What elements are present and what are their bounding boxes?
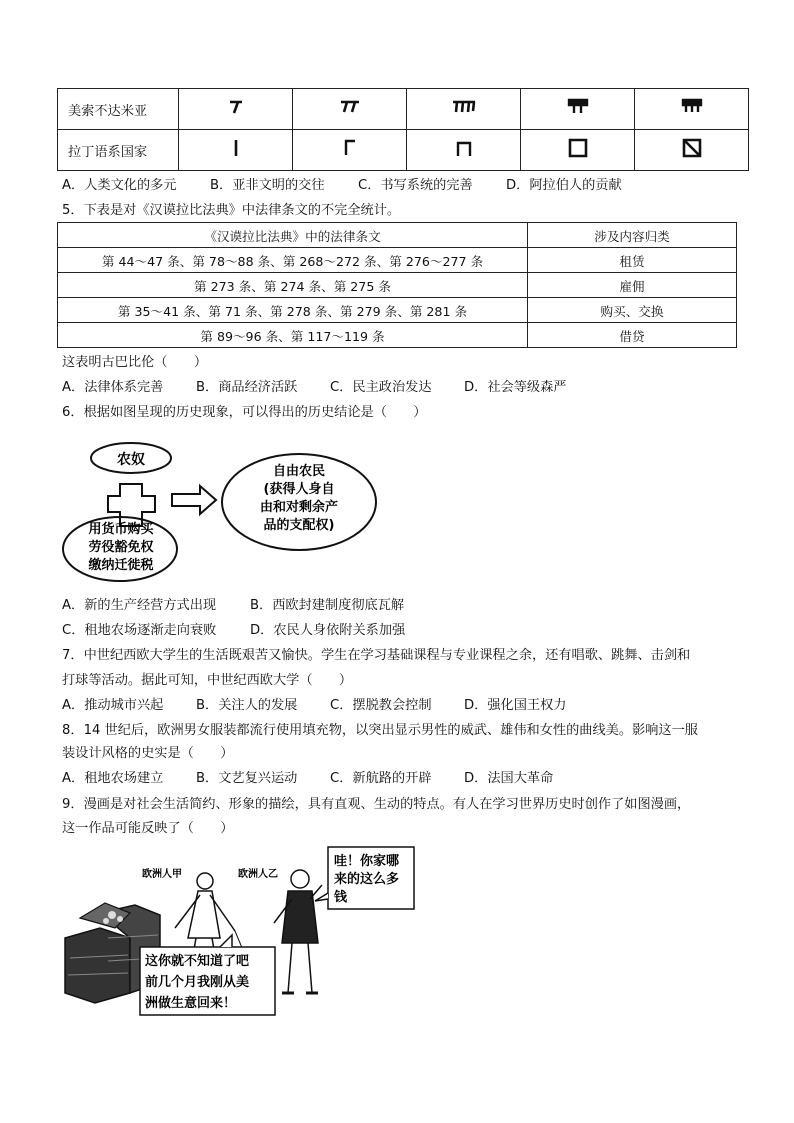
q7-stem-line: 7．中世纪西欧大学生的生活既艰苦又愉快。学生在学习基础课程与专业课程之余，还有唱歌、跳舞、击剑和 bbox=[62, 648, 691, 663]
law-statistics-table bbox=[57, 222, 737, 348]
table-row bbox=[58, 323, 737, 348]
plus-icon bbox=[108, 484, 155, 526]
q8-stem-line: 装设计风格的史实是（ ） bbox=[62, 746, 234, 761]
option-a[interactable]: A．推动城市兴起 bbox=[62, 698, 164, 713]
option-a[interactable]: A．人类文化的多元 bbox=[62, 178, 177, 193]
row-label: 美索不达米亚 bbox=[58, 89, 179, 130]
glyph-cell bbox=[179, 130, 293, 171]
latin-numeral-5-icon bbox=[680, 136, 704, 160]
numeral-comparison-table bbox=[57, 88, 749, 171]
european-a-label: 欧洲人甲 bbox=[142, 869, 182, 880]
glyph-cell bbox=[407, 89, 521, 130]
column-header: 《汉谟拉比法典》中的法律条文 bbox=[58, 223, 528, 248]
q9-stem-line: 这一作品可能反映了（ ） bbox=[62, 821, 234, 836]
option-d[interactable]: D．强化国王权力 bbox=[464, 698, 567, 713]
option-c[interactable]: C．民主政治发达 bbox=[330, 380, 432, 395]
latin-numeral-3-icon bbox=[454, 137, 474, 159]
table-cell: 第 89～96 条、第 117～119 条 bbox=[58, 323, 528, 348]
row-label: 拉丁语系国家 bbox=[58, 130, 179, 171]
option-a[interactable]: A．新的生产经营方式出现 bbox=[62, 598, 217, 613]
european-b-label: 欧洲人乙 bbox=[238, 869, 278, 880]
q7-stem-line: 打球等活动。据此可知，中世纪西欧大学（ ） bbox=[62, 673, 353, 688]
serf-diagram bbox=[60, 434, 385, 584]
glyph-cell bbox=[521, 130, 635, 171]
payment-line: 劳役豁免权 bbox=[88, 540, 154, 555]
option-d[interactable]: D．法国大革命 bbox=[464, 771, 554, 786]
bubble-a-line: 前几个月我刚从美 bbox=[145, 975, 250, 990]
free-peasant-line: (获得人身自 bbox=[263, 482, 335, 497]
option-c[interactable]: C．租地农场逐渐走向衰败 bbox=[62, 623, 217, 638]
bubble-b-line: 哇！你家哪 bbox=[334, 854, 400, 869]
table-row bbox=[58, 273, 737, 298]
latin-numeral-1-icon bbox=[228, 137, 244, 159]
option-c[interactable]: C．新航路的开辟 bbox=[330, 771, 432, 786]
option-c[interactable]: C．书写系统的完善 bbox=[358, 178, 473, 193]
mesopotamian-numeral-5-icon bbox=[680, 96, 704, 118]
option-b[interactable]: B．关注人的发展 bbox=[196, 698, 298, 713]
cartoon-image bbox=[60, 843, 420, 1025]
arrow-right-icon bbox=[172, 486, 216, 514]
glyph-cell bbox=[179, 89, 293, 130]
q6-options-row2 bbox=[62, 622, 405, 640]
q8-options bbox=[62, 770, 553, 788]
free-peasant-line: 自由农民 bbox=[272, 464, 326, 479]
column-header: 涉及内容归类 bbox=[528, 223, 737, 248]
latin-numeral-4-icon bbox=[566, 136, 590, 160]
bubble-b-line: 来的这么多 bbox=[334, 872, 400, 887]
table-row bbox=[58, 248, 737, 273]
table-cell: 第 44～47 条、第 78～88 条、第 268～272 条、第 276～277 条 bbox=[58, 248, 528, 273]
free-peasant-line: 品的支配权) bbox=[263, 518, 335, 533]
glyph-cell bbox=[521, 89, 635, 130]
option-a[interactable]: A．租地农场建立 bbox=[62, 771, 164, 786]
option-a[interactable]: A．法律体系完善 bbox=[62, 380, 164, 395]
option-d[interactable]: D．农民人身依附关系加强 bbox=[250, 623, 406, 638]
table-cell: 借贷 bbox=[528, 323, 737, 348]
table-cell: 购买、交换 bbox=[528, 298, 737, 323]
q8-stem-line: 8．14 世纪后，欧洲男女服装都流行使用填充物，以突出显示男性的威武、雄伟和女性的曲线美。影响这一服 bbox=[62, 723, 698, 738]
table-header-row bbox=[58, 223, 737, 248]
option-b[interactable]: B．商品经济活跃 bbox=[196, 380, 298, 395]
mesopotamian-numeral-1-icon bbox=[226, 97, 246, 117]
mesopotamian-numeral-3-icon bbox=[450, 97, 478, 117]
latin-numeral-2-icon bbox=[341, 137, 359, 159]
mesopotamian-numeral-2-icon bbox=[338, 97, 362, 117]
option-b[interactable]: B．文艺复兴运动 bbox=[196, 771, 298, 786]
option-b[interactable]: B．亚非文明的交往 bbox=[210, 178, 325, 193]
q4-options bbox=[62, 177, 622, 195]
glyph-cell bbox=[293, 130, 407, 171]
bubble-a-line: 这你就不知道了吧 bbox=[145, 954, 250, 969]
option-b[interactable]: B．西欧封建制度彻底瓦解 bbox=[250, 598, 405, 613]
q7-options bbox=[62, 697, 566, 715]
table-cell: 第 35～41 条、第 71 条、第 278 条、第 279 条、第 281 条 bbox=[58, 298, 528, 323]
payment-line: 用货币购买 bbox=[88, 522, 154, 537]
q9-stem-line: 9．漫画是对社会生活简约、形象的描绘，具有直观、生动的特点。有人在学习世界历史时创作了如图漫画， bbox=[62, 797, 691, 812]
table-row bbox=[58, 130, 749, 171]
free-peasant-line: 由和对剩余产 bbox=[259, 500, 339, 515]
glyph-cell bbox=[293, 89, 407, 130]
serf-label: 农奴 bbox=[117, 452, 145, 468]
q5-stem: 5．下表是对《汉谟拉比法典》中法律条文的不完全统计。 bbox=[62, 203, 401, 218]
q6-options-row1 bbox=[62, 597, 404, 615]
glyph-cell bbox=[407, 130, 521, 171]
q6-stem: 6．根据如图呈现的历史现象，可以得出的历史结论是（ ） bbox=[62, 405, 427, 420]
mesopotamian-numeral-4-icon bbox=[566, 96, 590, 118]
glyph-cell bbox=[635, 130, 749, 171]
table-cell: 第 273 条、第 274 条、第 275 条 bbox=[58, 273, 528, 298]
bubble-a-line: 洲做生意回来！ bbox=[145, 996, 237, 1011]
glyph-cell bbox=[635, 89, 749, 130]
option-c[interactable]: C．摆脱教会控制 bbox=[330, 698, 432, 713]
q5-followup: 这表明古巴比伦（ ） bbox=[62, 355, 208, 370]
table-cell: 雇佣 bbox=[528, 273, 737, 298]
table-cell: 租赁 bbox=[528, 248, 737, 273]
european-b-figure bbox=[274, 870, 322, 993]
table-row bbox=[58, 298, 737, 323]
table-row bbox=[58, 89, 749, 130]
bubble-b-line: 钱 bbox=[334, 890, 348, 905]
option-d[interactable]: D．社会等级森严 bbox=[464, 380, 567, 395]
payment-line: 缴纳迁徙税 bbox=[88, 558, 154, 573]
q5-options bbox=[62, 379, 566, 397]
option-d[interactable]: D．阿拉伯人的贡献 bbox=[506, 178, 622, 193]
